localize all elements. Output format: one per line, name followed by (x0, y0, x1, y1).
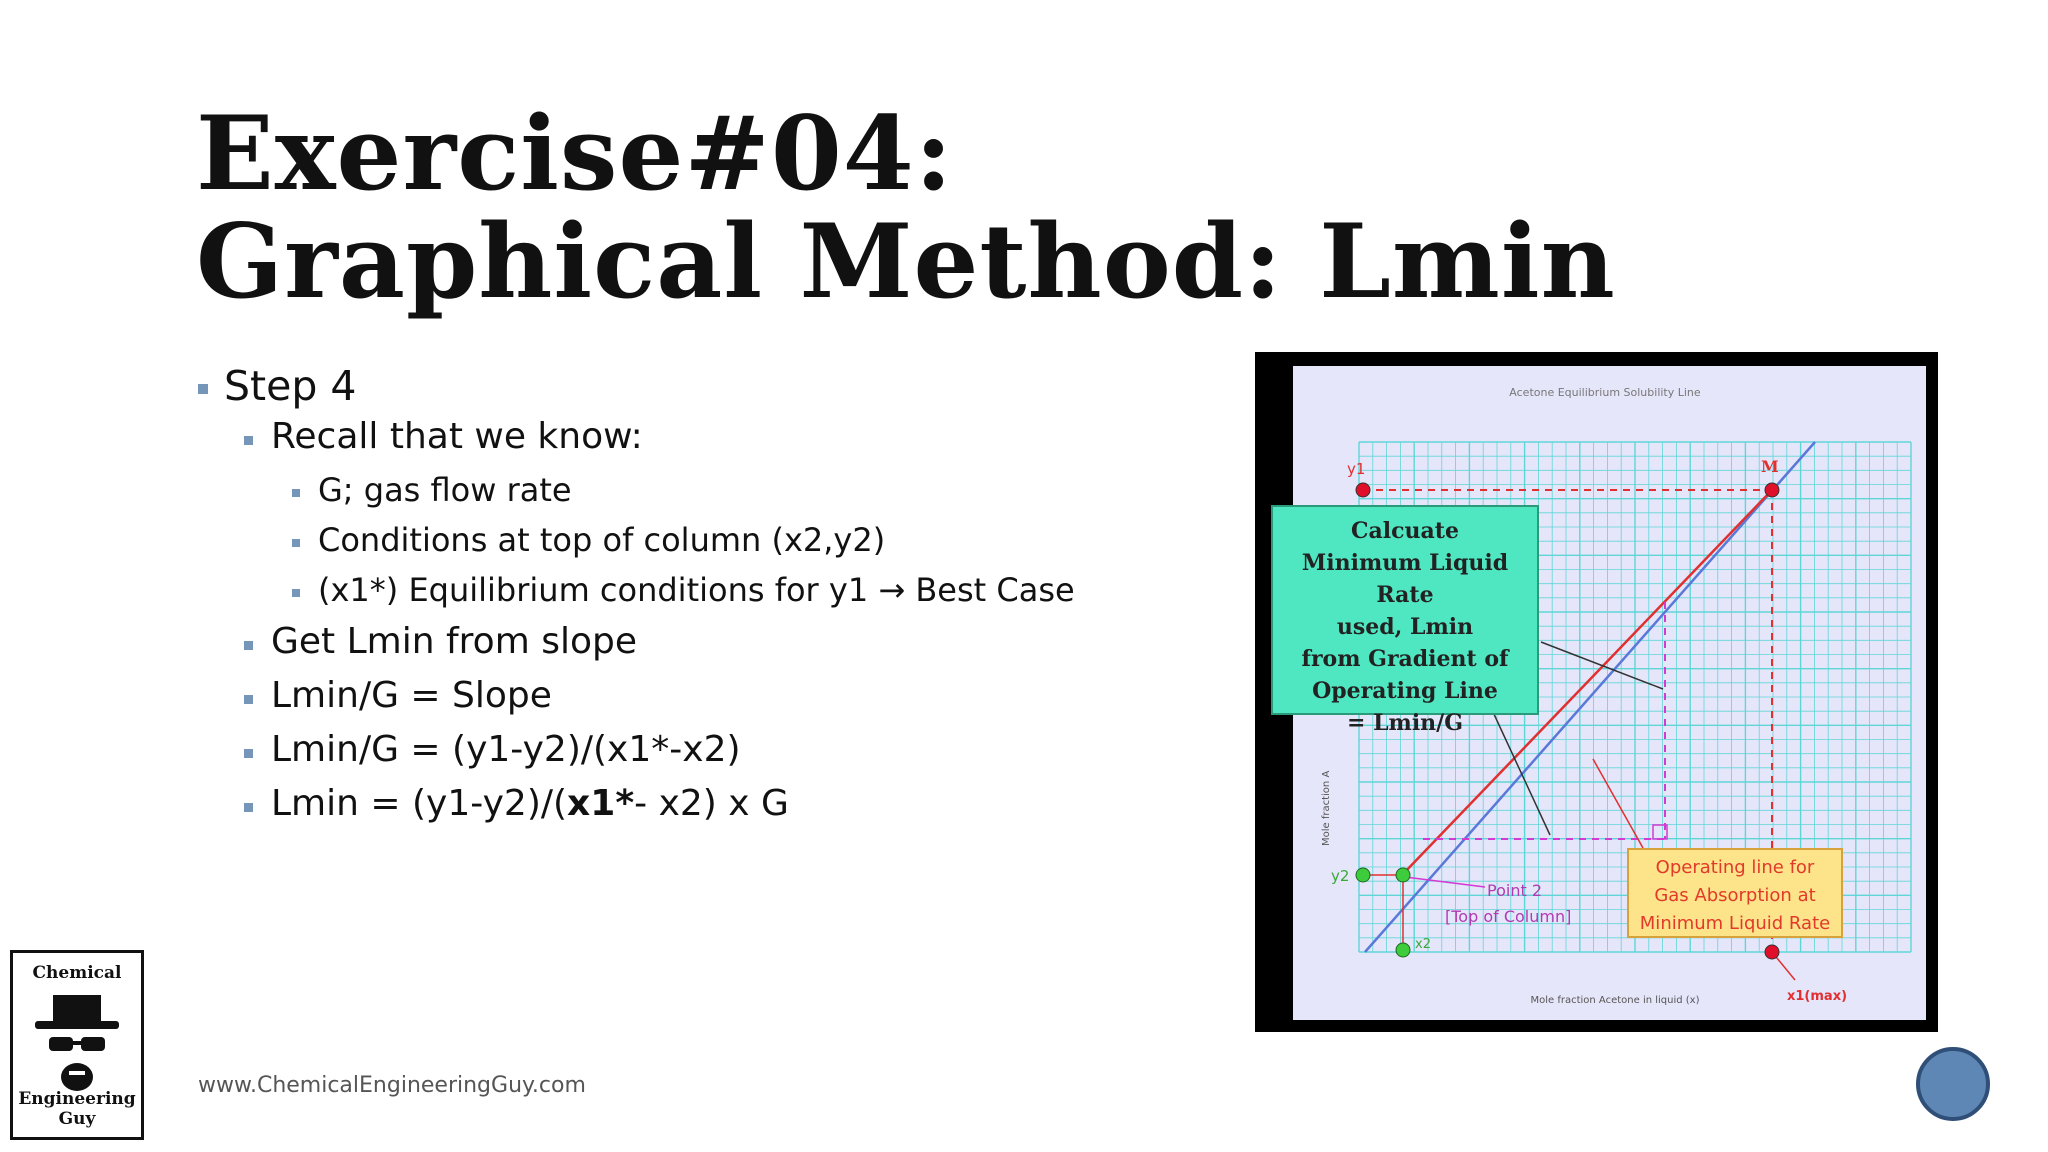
bullet-item (318, 471, 572, 509)
bullet-item (318, 571, 1075, 609)
callout-line: Gas Absorption at (1654, 885, 1816, 906)
callout-operating-line (1627, 848, 1843, 938)
x1max-label: x1(max) (1787, 989, 1848, 1004)
callout-line: Minimum Liquid Rate (1639, 913, 1831, 934)
bullet-text: Step 4 (224, 362, 357, 410)
x1max-point (1765, 945, 1779, 959)
figure-title: Acetone Equilibrium Solubility Line (1509, 386, 1701, 399)
slide-title (196, 94, 1616, 322)
logo-text-bottom: Engineering Guy (18, 1089, 136, 1129)
point-2 (1396, 868, 1410, 882)
bullet-square-icon (244, 803, 253, 812)
callout-line: Operating line for (1655, 857, 1815, 878)
logo (10, 950, 144, 1140)
callout-line: Minimum Liquid Rate (1301, 550, 1509, 608)
bullet-square-icon (292, 539, 300, 547)
bullet-square-icon (244, 695, 253, 704)
callout-line: from Gradient of (1301, 646, 1509, 672)
bullet-square-icon (244, 436, 253, 445)
callout-minimum-liquid-rate (1271, 505, 1539, 736)
title-line-2: Graphical Method: Lmin (196, 202, 1616, 322)
y2-point (1356, 868, 1370, 882)
title-line-1: Exercise#04: (196, 94, 954, 214)
x2-point (1396, 943, 1410, 957)
bullet-item (271, 621, 637, 662)
y1-point (1356, 483, 1370, 497)
m-label: M (1761, 457, 1779, 476)
bullet-text: Lmin/G = Slope (271, 675, 552, 716)
callout-line: Operating Line (1312, 678, 1498, 704)
callout-line: used, Lmin (1336, 614, 1474, 640)
m-point (1765, 483, 1779, 497)
y2-label: y2 (1331, 867, 1350, 885)
bullet-text: Conditions at top of column (x2,y2) (318, 521, 886, 559)
bullet-square-icon (198, 384, 208, 394)
bullet-text-bold: x1* (567, 783, 635, 824)
bullet-text: G; gas flow rate (318, 471, 572, 509)
point2-label: Point 2 (1487, 881, 1542, 900)
bullet-text: Get Lmin from slope (271, 621, 637, 662)
y-axis-label: Mole fraction A (1321, 770, 1332, 846)
bullet-text-before: Lmin = (y1-y2)/( (271, 783, 568, 824)
footer-url: www.ChemicalEngineeringGuy.com (198, 1073, 586, 1098)
bullet-text: Lmin/G = (y1-y2)/(x1*-x2) (271, 729, 741, 770)
bullet-square-icon (292, 589, 300, 597)
bullet-item (271, 783, 789, 824)
bullet-item (271, 729, 741, 770)
bullet-square-icon (244, 749, 253, 758)
bullet-item (224, 362, 356, 410)
x2-label: x2 (1415, 937, 1431, 952)
y1-label: y1 (1347, 460, 1366, 478)
logo-text-top: Chemical (32, 963, 122, 983)
x-axis-label: Mole fraction Acetone in liquid (x) (1530, 995, 1700, 1006)
top-of-column-label: [Top of Column] (1445, 907, 1572, 926)
callout-line: Calcuate (1351, 518, 1459, 544)
slide-nav-button[interactable] (1916, 1047, 1990, 1121)
bullet-item (271, 675, 552, 716)
callout-line: = Lmin/G (1346, 710, 1463, 736)
bullet-text-after: - x2) x G (634, 783, 789, 824)
bullet-item (318, 521, 885, 559)
bullet-text: (x1*) Equilibrium conditions for y1 → Best Case (318, 571, 1075, 609)
bullet-square-icon (244, 641, 253, 650)
bullet-item (271, 416, 643, 457)
bullet-text: Recall that we know: (271, 416, 643, 457)
bullet-square-icon (292, 489, 300, 497)
